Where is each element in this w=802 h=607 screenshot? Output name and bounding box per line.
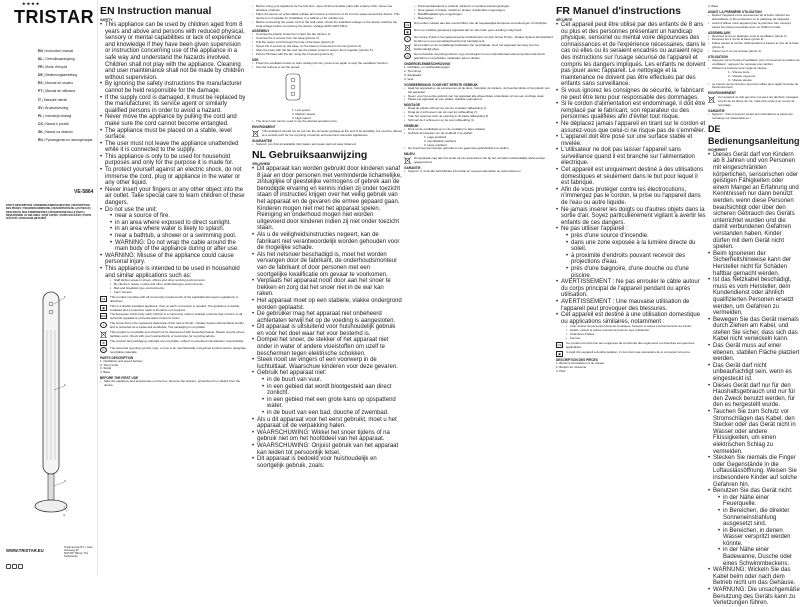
timer-list-nl	[404, 147, 554, 151]
part-item: 4. Base	[100, 370, 111, 375]
list-item: • Bed and breakfast type environments;	[110, 287, 246, 291]
list-item: • Screw the 2 screws on the base, so the base is connected to the fan (picture 4).	[252, 45, 402, 49]
part-item: 3. Stand	[100, 366, 112, 371]
list-item: • Unscrew the plastic screw from under the fan (picture 1).	[252, 33, 402, 37]
ce-block-nl	[404, 22, 554, 28]
language-item[interactable]: EN | Instruction manual	[38, 49, 74, 53]
svg-text:1: 1	[64, 295, 66, 299]
safety-heading: VEILIGHEID	[252, 162, 271, 167]
list-item: • Utilisez les boutons pour régler la vitesse :	[708, 67, 800, 71]
safety-heading: SICHERHEIT	[708, 147, 728, 152]
svg-text:3: 3	[64, 479, 66, 483]
use-list	[252, 62, 402, 70]
env-text: This appliance should not be put into the domestic garbage at the end of its durability, but must be offered at a central point for the recycling of electric and electronic domestic appliances.	[262, 129, 402, 138]
en-column-1	[100, 5, 246, 570]
recycle-icon: ♻	[100, 340, 107, 346]
plastic-text: The product and packaging materials are recyclable, subject to extended manufacturer responsibility.	[110, 338, 244, 343]
list-item: • Neem voor het eerste gebruik van het apparaat alle afneembare onderdelen af met een vochtige doek.	[404, 95, 554, 99]
list-item: • This appliance is only to be used for household purposes and only for the purpose it is made for.	[100, 154, 246, 167]
speed-item: 1. Lage snelheid	[424, 134, 447, 139]
list-item: • Fermes.	[566, 337, 706, 341]
list-item: • Take the appliance and accessories out the box. Remove the stickers, protective foil or plastic from the device.	[100, 380, 246, 388]
double-insulation-icon: ▣	[404, 29, 411, 35]
recycle-block-nl	[404, 53, 554, 61]
safety-list-nl	[252, 166, 402, 377]
list-item: • in an area where exposed to direct sunlight.	[110, 220, 246, 227]
list-item: • Als het netsnoer beschadigd is, moet het worden vervangen door de fabrikant, de onderhoudsmonteur van de fabrikant of door personen met een soortgelijke kwalificatie om gevaar te voorkomen.	[252, 252, 402, 278]
list-item: • Bewegen Sie das Gerät niemals durch Ziehen am Kabel, und stellen Sie sicher, dass sich das Kabel nicht verwickeln kann.	[708, 317, 800, 343]
part-item: 3. Pied	[556, 368, 566, 373]
fr-column	[556, 5, 706, 570]
language-item[interactable]: CS | Návod k použití	[38, 121, 69, 126]
list-item: • Als u de veiligheidsinstructies negeert, kan de fabrikant niet verantwoordelijk worden gehouden voor de mogelijke schade.	[252, 232, 402, 252]
part-item: 1. Oscillatie- en snelheidsknoppen	[404, 65, 450, 70]
list-item: • Place the device on a flat stable surface and ensure a minimum of 10 cm free space around the device. This device is not suitable for installation in a cabinet or for outside use.	[252, 13, 402, 21]
list-item: • Support: you find all available information and spare parts at www.tristar.eu!	[252, 143, 402, 147]
list-item: • Hôtels, motels et autres environnements de type résidentiel ;	[566, 329, 706, 333]
recycle-block	[100, 347, 246, 355]
assembly-heading: MONTAGE	[404, 103, 421, 108]
list-item: • Vissez les 2 vis sur la base (photo 4).	[708, 50, 800, 54]
do-not-use-list-fr	[556, 233, 706, 279]
list-item: • The user must not leave the appliance unattended while it is connected to the supply.	[100, 141, 246, 154]
list-item: • Stecken Sie niemals die Finger oder Gegenstände in die Luftauslassöffnung. Weisen Sie insbesondere Kinder auf solche Gefahren hin.	[708, 455, 800, 488]
use-heading: USE	[252, 57, 259, 62]
ce-mark-icon: CE	[101, 296, 106, 301]
part-item: 2. Timer knob	[100, 362, 119, 367]
weee-text: This product is recyclable and should not be disposed of with household waste. Please recycle where facilities exist. Check with your local authority or local store for recycling advice.	[110, 330, 245, 338]
list-item: • Si le cordon d'alimentation est endommagé, il doit être remplacé par le fabricant, son réparateur ou des personnes qualifiées afin d'éviter tout risque.	[556, 101, 706, 121]
language-item[interactable]: SV | Bruksanvisning	[38, 105, 69, 110]
before-first-use-heading: AVANT LA PREMIÈRE UTILISATION	[708, 9, 762, 14]
speed-item: 1. Low speed	[292, 107, 310, 112]
social-icons	[6, 556, 24, 574]
list-item: • Dévissez la vis en plastique sous le ventilateur (photo 1).	[708, 35, 800, 39]
list-item: • By ignoring the safety instructions the manufacturer cannot be held responsible for the damage.	[100, 81, 246, 94]
part-item: 1. Oscillation and speed buttons	[100, 358, 143, 363]
list-item: • Cet appareil peut être utilisé par des enfants de 8 ans ou plus et des personnes présentant un handicap physique, sensoriel ou mental voire dépourvues des connaissances et de l'expérience nécessaires, dans le cas où elles ou ils seraient encadrés ou auraient reçu des instructions sur l'usage sécurisé de l'appareil et compris les dangers impliqués. Les enfants ne doivent pas jouer avec l'appareil. Le nettoyage et la maintenance ne doivent pas être effectués par des enfants sans surveillance.	[556, 22, 706, 88]
list-item: • dans une zone exposée à la lumière directe du soleil.	[566, 240, 706, 253]
list-item: • WAARSCHUWING: Wikkel het snoer tijdens of na gebruik niet om het hoofddeel van het apparaat.	[252, 430, 402, 443]
list-item: • AVERTISSEMENT : Une mauvaise utilisation de l'appareil peut provoquer des blessures.	[556, 299, 706, 312]
list-item: • Dompel het snoer, de stekker of het apparaat niet onder in water of andere vloeistoffen om uzelf te beschermen tegen elektrische schokken.	[252, 337, 402, 357]
safety-list-fr-cont	[556, 279, 706, 325]
safety-list-cont	[100, 253, 246, 279]
list-item: • Trek het netsnoer door de opening in de basis (afbeelding 3).	[404, 115, 554, 119]
list-item: • Das Gerät darf nicht unbeaufsichtigt sein, wenn es eingesteckt ist.	[708, 363, 800, 383]
svg-text:2: 2	[64, 383, 66, 387]
double-insulation-icon: ▣	[100, 305, 107, 311]
list-item: • Gebruik de knoppen om de snelheid in te stellen:	[404, 132, 554, 136]
cover-panel	[0, 0, 98, 575]
list-item: • Align the base with the fan and use the plastic screw to secure them together (picture 5).	[252, 49, 402, 53]
language-item[interactable]: PL | Instrukcja obsługi	[38, 113, 72, 118]
list-item: • près d'une baignoire, d'une douche ou d'une piscine.	[566, 266, 706, 279]
brand-logo: ★★★★ TRISTAR	[14, 1, 95, 27]
recycle-text: The universal recycling symbol, logo, or icon is an internationally recognized symbol used to designate recyclable materials.	[110, 345, 246, 354]
assembly-list-fr	[708, 35, 800, 55]
list-item: • Personeelskeukens in winkels, kantoren en andere werkomgevingen;	[414, 5, 554, 9]
list-item: • Do not use the unit:	[100, 207, 246, 214]
ce-text: Dit product voldoet aan alle voorschriften van de toepasselijke Europese verordeningen of richtlijnen.	[414, 20, 548, 25]
parts-heading: PARTS DESCRIPTION	[100, 355, 134, 360]
list-item: • Ne pas utiliser l'appareil :	[556, 226, 706, 233]
part-item: 4. Base	[708, 4, 719, 8]
before-list-nl	[404, 87, 554, 103]
list-item: • near a bathtub, a shower or a swimming pool.	[110, 233, 246, 240]
assembly-list-nl	[404, 107, 554, 123]
timer-list-fr	[708, 83, 800, 91]
list-item: • in der Nähe einer Feuerquelle.	[718, 495, 800, 508]
list-item: • Avant d'utiliser votre appareil pour la première fois, essuyez toutes les pièces amovibles avec un chiffon humide.	[708, 22, 800, 30]
control-panel-figure	[282, 72, 318, 102]
instagram-icon[interactable]	[12, 564, 17, 569]
safety-list-nl-cont	[252, 417, 402, 470]
fr-de-column	[708, 4, 800, 607]
speed-item: 2. Medium speed	[292, 111, 316, 116]
list-item: • in Bereichen, die direkter Sonneneinstrahlung ausgesetzt sind.	[718, 508, 800, 528]
before-list	[100, 380, 246, 388]
list-item: • Dit apparaat is uitsluitend voor huishoudelijk gebruik en voor het doel waar het voor bestemd is.	[252, 324, 402, 337]
safety-list-de-cont	[708, 567, 800, 607]
list-item: • Ist das Netzkabel beschädigt, muss es vom Hersteller, dem Kundendienst oder ähnlich qualifizierten Personen ersetzt werden, um Gefahren zu vermeiden.	[708, 277, 800, 317]
similar-uses-list-nl	[404, 5, 554, 21]
list-item: • Before connecting the power cord to the wall outlet, check the indicated voltage on the device matches the local voltage before connecting the device. Voltage 220V-240V 50Hz.	[252, 21, 402, 29]
green-dot-text: Der Grüne Punkt is het gedeponeerde handelsmerk van Der Grüne Punkt – Duales System Deutschland GmbH en is een wereldwijd beschermd handelsmerk.	[414, 34, 553, 43]
before-first-use-heading: BEFORE THE FIRST USE	[100, 376, 139, 381]
do-not-use-list-de	[708, 495, 800, 568]
universal-recycle-icon: ♺	[404, 53, 411, 59]
setup-list	[252, 5, 402, 28]
list-item: • L'utilisateur ne doit pas laisser l'appareil sans surveillance quand il est branché sur l'alimentation électrique.	[556, 147, 706, 167]
ukca-block	[100, 313, 246, 321]
ce-block	[100, 296, 246, 304]
list-item: • Schroef de 2 schroeven op de voet (afbeelding 4).	[404, 119, 554, 123]
similar-uses-list	[100, 279, 246, 295]
language-item[interactable]: SK | Návod na obsluhu	[38, 129, 73, 134]
list-item: • Dévissez les 2 vis de la base (photo 2).	[708, 38, 800, 42]
list-item: • Never insert your fingers or any other object into the air outlet. Take special care to warn children of these dangers.	[100, 187, 246, 207]
weee-bin-icon	[252, 130, 259, 137]
list-item: • Support : Vous trouverez toutes les informations et pièces de rechange sur www.tristar.eu !	[708, 113, 800, 121]
similar-uses-list-fr	[556, 325, 706, 341]
green-dot-text: The Green Dot is the registered trademark of Der Grüne Punkt – Duales System Deutschland GmbH and is protected as a trademark worldwide. The packaging is recyclable.	[110, 321, 244, 330]
list-item: • in an area where water is likely to splash.	[110, 226, 246, 233]
guarantee-heading: GARANTIE	[708, 109, 725, 114]
list-item: • à proximité d'endroits pouvant recevoir des projections d'eau.	[566, 253, 706, 266]
youtube-icon[interactable]	[18, 564, 23, 569]
use-heading: GEBRUIK	[404, 123, 419, 128]
class2-text: This is a double insulated appliance, thus no earth connection is needed. The appliance is double-insulated and a protective earth is therefore not required.	[110, 303, 241, 312]
list-item: • Haal het apparaat en de accessoires uit de doos. Verwijder de stickers, de beschermfolie of het plastic van het apparaat.	[404, 87, 554, 95]
class2-block-fr	[556, 351, 706, 357]
universal-recycle-icon: ♺	[100, 347, 107, 353]
before-first-use-heading: VOORBEREIDING VOOR HET EERSTE GEBRUIK	[404, 82, 478, 87]
safety-heading: SÉCURITÉ	[556, 18, 573, 22]
section-title-en: EN Instruction manual	[100, 5, 212, 17]
do-not-use-list	[100, 213, 246, 253]
parts-description-multilang: PARTS DESCRIPTION | ONDERDELENBESCHRIJVING | DESCRIPTION DES PIÈCES | TEILEBESCHREIBUNG | DESCRIPCIÓN DE LAS PIEZAS | DESCRIÇÃO DOS COMPONENTES | DESCRIZIONE DELLE PARTI | BESKRIVNING AV DELARNA | OPIS CZĘŚCI | POPIS SOUČÁSTÍ | POPIS SÚČASTÍ | ОПИСАНИЕ ДЕТАЛЕЙ	[6, 204, 92, 221]
eac-mark-icon: EAC	[101, 314, 108, 319]
list-item: • Retirez l'appareil et les accessoires de la boîte. Retirez les autocollants, le film protecteur ou le plastique de l'appareil.	[708, 14, 800, 22]
list-item: • Bed&Breakfast-type omgevingen;	[414, 13, 554, 17]
safety-list-fr	[556, 22, 706, 233]
list-item: • WARNING: Misuse of the appliance could cause personal injury.	[100, 253, 246, 266]
weee-block-nl	[404, 44, 554, 52]
model-number: VE-5864	[74, 189, 94, 195]
list-item: • Verplaats het apparaat nooit door aan het snoer te trekken en zorg dat het snoer niet in de war kan raken.	[252, 278, 402, 298]
class2-text: Il s'agit d'un appareil à double isolation, il n'est donc pas nécessaire de le connecter à la terre.	[566, 349, 691, 354]
list-item: • WARNUNG: Wickeln Sie das Kabel beim oder nach dem Betrieb nicht um das Gehäuse.	[708, 567, 800, 587]
list-item: • Use the buttons to set the speed:	[252, 66, 402, 70]
speed-item: 2. Gemiddelde snelheid	[424, 138, 456, 143]
language-item[interactable]: ES | Manual de usuario	[38, 81, 74, 86]
guarantee-list	[252, 143, 402, 147]
list-item: • Before using your appliance for the first time, wipe off all removable parts with a damp cloth. Never use abrasive products.	[252, 5, 402, 13]
green-dot-block-nl	[404, 36, 554, 44]
list-item: • Ne jamais insérer les doigts ou d'autres objets dans la sortie d'air. Soyez particulièrement vigilant à avertir les enfants de ces dangers.	[556, 207, 706, 227]
logo-stars-icon: ★★★★	[22, 1, 41, 6]
assembly-heading: ASSEMBLAGE	[708, 30, 731, 35]
website-link[interactable]: WWW.TRISTAR.EU	[6, 548, 44, 553]
list-item: • This appliance is intended to be used in household and similar applications such as:	[100, 266, 246, 279]
list-item: • Druk op de oscillatieknop om de ventilator te laten draaien.	[404, 128, 554, 132]
language-item[interactable]: NL | Gebruiksaanwijzing	[38, 57, 75, 62]
svg-text:4: 4	[63, 513, 65, 517]
list-item: • near a source of fire.	[110, 213, 246, 220]
assembly-list	[252, 33, 402, 56]
part-item: 4. Voet	[404, 76, 414, 81]
list-item: • Draai de 2 schroeven van de voet los (afbeelding 2).	[404, 111, 554, 115]
weee-text: Het product en de verpakkingsmaterialen zijn recyclebaar. Gooi het apparaat niet weg met het huishoudelijk afval.	[414, 43, 539, 52]
list-item: • Dieses Gerät darf nur für den Haushaltsgebrauch und nur für den Zweck benutzt werden, für den es hergestellt wurde.	[708, 383, 800, 409]
timer-list	[252, 120, 402, 124]
weee-block	[100, 331, 246, 339]
weee-bin-icon	[100, 331, 107, 338]
green-dot-icon: ◐	[100, 322, 107, 328]
facebook-icon[interactable]	[6, 564, 11, 569]
parts-heading: ONDERDELENBESCHRIJVING	[404, 62, 451, 67]
list-item: • Draai de plastic schroef los van de ventilator (afbeelding 1).	[404, 107, 554, 111]
part-item: 2. Bouton de minuterie	[556, 364, 587, 369]
before-list-fr	[708, 14, 800, 30]
part-item: 3. Standaard	[404, 72, 422, 77]
environment-heading: MILIEU	[404, 152, 415, 157]
ce-text: This product complies with all community requirements of the applicable European regulations or directives.	[110, 294, 239, 303]
env-text: Cet appareil ne doit pas être mis avec les déchets ménagers à la fin de sa durée de vie, mais être remis à un centre de recyclage.	[718, 95, 799, 108]
list-item: • WARNUNG: Die unsachgemäße Benutzung des Geräts kann zu Verletzungen führen.	[708, 587, 800, 607]
list-item: • L'appareil doit être posé sur une surface stable et nivelée.	[556, 134, 706, 147]
list-item: • To protect yourself against an electric shock, do not immerse the cord, plug or appliance in the water or any other liquid.	[100, 167, 246, 187]
section-title-nl: NL Gebruiksaanwijzing	[252, 149, 368, 162]
list-item: • Steek nooit uw vingers of een voorwerp in de luchtuitlaat. Waarschuw kinderen voor deze gevaren.	[252, 357, 402, 370]
section-title-de: DE Bedienungsanleitung	[708, 123, 800, 146]
language-item[interactable]: DE | Bedienungsanleitung	[38, 73, 78, 78]
list-item: • The appliance must be placed on a stable, level surface.	[100, 128, 246, 141]
list-item: • Faites passer le cordon d'alimentation à travers le trou de la base (photo 3).	[708, 42, 800, 50]
tower-fan-illustration	[34, 290, 68, 518]
list-item: • in de buurt van vuur.	[262, 377, 402, 384]
list-item: • The timer knob can be used to set the desired operation time.	[252, 120, 402, 124]
company-address: Tristar Europe B.V. | Jules Verneweg 87 5015 BH Tilburg | The Netherlands	[64, 546, 93, 558]
list-item: • Chambres d'hôtes ;	[566, 333, 706, 337]
guarantee-heading: GUARANTEE	[252, 139, 273, 144]
list-item: • WAARSCHUWING: Onjuist gebruik van het apparaat kan leiden tot persoonlijk letsel.	[252, 443, 402, 456]
double-insulation-icon: ▣	[556, 351, 563, 357]
language-list	[38, 47, 96, 144]
speed-item: 3. Hoge snelheid	[424, 142, 447, 147]
list-item: • Tauchen Sie zum Schutz vor Stromschlägen das Kabel, den Stecker oder das Gerät nicht in Wasser oder andere Flüssigkeiten, um einen elektrischen Schlag zu vermeiden.	[708, 409, 800, 455]
recycle-text: Het universele recyclingsymbool, logo of pictogram is een internationaal erkend symbool dat wordt gebruikt om recyclebare materialen aan te duiden.	[414, 52, 545, 61]
ce-mark-icon: CE	[557, 342, 562, 347]
list-item: • Als u dit apparaat voor het eerst gebruikt, moet u het apparaat uit de verpakking halen.	[252, 417, 402, 430]
speed-item: 2 - Vitesse moyenne	[728, 73, 756, 78]
list-item: • in een gebied dat wordt blootgesteld aan direct zonlicht.	[262, 384, 402, 397]
list-item: • Support: U vindt alle beschikbare informatie en reserveonderdelen op www.tristar.eu!	[404, 170, 554, 174]
list-item: • Staff kitchen areas in shops, offices and other working environments;	[110, 279, 246, 283]
list-item: • Cet appareil est uniquement destiné à des utilisations domestiques et seulement dans le but pour lequel il est fabriqué.	[556, 167, 706, 187]
green-dot-icon: ◐	[404, 36, 411, 42]
guarantee-heading: GARANTIE	[404, 166, 421, 171]
list-item: • Cet appareil est destiné à une utilisation domestique ou applications similaires, notamment :	[556, 312, 706, 325]
env-block	[252, 130, 402, 138]
parts-heading: DESCRIPTION DES PIÈCES	[556, 357, 598, 362]
env-text: Dit apparaat mag aan het einde van de levensduur niet bij het normale huishoudelijke afval worden gedeponeerd.	[414, 156, 546, 165]
list-item: • Dit apparaat kan worden gebruikt door kinderen vanaf 8 jaar en door personen met verminderde lichamelijke, zintuiglijke of geestelijke vermogens of gebrek aan de benodigde ervaring en kennis indien zij onder toezicht staan of instructies krijgen over het veilig gebruik van het apparaat en de gevaren die ermee gepaard gaan. Kinderen mogen niet met het apparaat spelen. Reiniging en onderhoud mogen niet worden uitgevoerd door kinderen indien zij niet onder toezicht staan.	[252, 166, 402, 232]
ce-mark-icon: CE	[405, 22, 410, 27]
list-item: • in een gebied met een grote kans op opspattend water.	[262, 397, 402, 410]
list-item: • De timerknop kan worden gebruikt om de gewenste gebruikstijd in te stellen.	[404, 147, 554, 151]
list-item: • Pull the power cord through the hole of the base (picture 3).	[252, 41, 402, 45]
list-item: • Dit apparaat is bedoeld voor huishoudelijk en soortgelijk gebruik, zoals:	[252, 456, 402, 469]
list-item: • in Bereichen, in denen Wasser verspritzt werden könnte.	[718, 528, 800, 548]
list-item: • Farm houses.	[110, 291, 246, 295]
ukca-text: The European Conformity mark (UKCA) is a conformity mark to indicate products that conform to all technical regulations of the Eurasian Customs Union.	[110, 312, 243, 321]
assembly-heading: ASSEMBLY	[252, 29, 270, 34]
ce-text: Ce produit est conforme aux exigences de conformité des règlements ou directives européennes applicables.	[566, 340, 695, 349]
list-item: • Picture #5 base with the fan using the 2 screws (picture 6).	[252, 53, 402, 57]
class2-block-nl	[404, 29, 554, 35]
list-item: • Coin cuisine du personnel dans les boutiques, bureaux et autres environnements de travail ;	[566, 325, 706, 329]
list-item: • près d'une source d'incendie.	[566, 233, 706, 240]
language-item[interactable]: PT | Manual de utilizador	[38, 89, 76, 94]
language-item[interactable]: RU | Руководство по эксплуатации	[38, 138, 93, 143]
language-item[interactable]: IT | Manuale utente	[38, 97, 68, 102]
list-item: • in der Nähe einer Badewanne, Dusche oder eines Schwimmbeckens.	[718, 547, 800, 567]
speed-item: 1 - Vitesse lente	[728, 69, 750, 74]
list-item: • Never move the appliance by pulling the cord and make sure the cord cannot become entangled.	[100, 114, 246, 127]
list-item: • By clients in hotels, motels and other residential type environments;	[110, 283, 246, 287]
speed-item: 3 - Vitesse élevée	[728, 77, 752, 82]
list-item: • in de buurt van een bad, douche of zwembad.	[262, 410, 402, 417]
weee-bin-icon	[404, 157, 411, 164]
language-item[interactable]: FR | Mode d'emploi	[38, 65, 68, 70]
class2-text: Dit is een dubbel geïsoleerd apparaat dat om die reden geen aarding nodig heeft.	[414, 27, 523, 32]
part-item: 1. Boutons d'oscillation et de vitesse	[556, 360, 605, 365]
guarantee-list-nl	[404, 170, 554, 174]
list-item: • Door gasten in hotels, motels en andere residentiële omgevingen;	[414, 9, 554, 13]
list-item: • Le bouton de la minuterie peut être utilisé pour régler la durée de fonctionnement.	[708, 83, 800, 91]
list-item: • This appliance can be used by children aged from 8 years and above and persons with reduced physical, sensory or mental capabilities or lack of experience and knowledge if they have been given supervision or instruction concerning use of the appliance in a safe way and understand the hazards involved. Children shall not play with the appliance. Cleaning and user maintenance shall not be made by children without supervision.	[100, 22, 246, 81]
list-item: • De gebruiker mag het apparaat niet onbeheerd achterlaten terwijl het op de voeding is aangesloten.	[252, 311, 402, 324]
list-item: • Press the oscillation button to start rotating the fan; press once again to stop the oscillation function.	[252, 62, 402, 66]
list-item: • Ne déplacez jamais l'appareil en tirant sur le cordon et assurez-vous que celui-ci ne risque pas de s'emmêler.	[556, 121, 706, 134]
nl-column	[404, 5, 554, 570]
en-column-2	[252, 5, 402, 570]
list-item: • WARNING: Do not wrap the cable around the main body of the appliance during or after use.	[110, 240, 246, 253]
list-item: • Boerderijen.	[414, 17, 554, 21]
ce-block-fr	[556, 342, 706, 350]
section-title-fr: FR Manuel d'instructions	[556, 5, 682, 17]
use-list-nl	[404, 128, 554, 136]
list-item: • AVERTISSEMENT : Ne pas enrouler le câble autour du corps principal de l'appareil pendant ou après utilisation.	[556, 279, 706, 299]
use-list-fr	[708, 59, 800, 71]
list-item: • If the supply cord is damaged, it must be replaced by the manufacturer, its service agent or similarly qualified persons in order to avoid a hazard.	[100, 95, 246, 115]
list-item: • Gebruik het apparaat niet:	[252, 370, 402, 377]
do-not-use-list-nl	[252, 377, 402, 417]
env-block-nl	[404, 157, 554, 165]
guarantee-list-fr	[708, 113, 800, 121]
list-item: • Das Gerät muss auf einer ebenen, stabilen Fläche platziert werden.	[708, 343, 800, 363]
list-item: • Plaats het apparaat op een vlakke, stabiele ondergrond.	[404, 98, 554, 102]
environment-heading: ENVIRONNEMENT	[708, 91, 736, 96]
list-item: • Beim Ignorieren der Sicherheitshinweise kann der Hersteller nicht für Schäden haftbar gemacht werden.	[708, 251, 800, 277]
list-item: • Het apparaat moet op een stabiele, vlakke ondergrond worden geplaatst.	[252, 298, 402, 311]
environment-heading: ENVIRONMENT	[252, 125, 276, 130]
speed-item: 3. High speed	[292, 115, 311, 120]
part-item: 2. Timerknop	[404, 68, 422, 73]
list-item: • Benutzen Sie das Gerät nicht:	[708, 488, 800, 495]
list-item: • Si vous ignorez les consignes de sécurité, le fabricant ne peut être tenu pour responsable des dommages.	[556, 88, 706, 101]
use-heading: UTILISATION	[708, 55, 728, 60]
list-item: • Unscrew the 2 screws from the base (picture 2).	[252, 37, 402, 41]
green-dot-block	[100, 322, 246, 330]
list-item: • Dieses Gerät darf von Kindern ab 8 Jahren und von Personen mit eingeschränkten körperlichen, sensorischen oder geistigen Fähigkeiten oder einem Mangel an Erfahrung und Kenntnissen nur dann benutzt werden, wenn diese Personen beaufsichtigt oder über den sicheren Gebrauch des Geräts unterrichtet wurden und die damit verbundenen Gefahren verstanden haben. Kinder dürfen mit dem Gerät nicht spielen.	[708, 152, 800, 251]
weee-bin-icon	[708, 96, 715, 103]
list-item: • Appuyez sur le bouton d'oscillation pour commencer la rotation du ventilateur ; appuyez de nouveau pour arrêter.	[708, 59, 800, 67]
plastic-block	[100, 340, 246, 346]
safety-list	[100, 22, 246, 213]
safety-list-de	[708, 152, 800, 495]
list-item: • Afin de vous protéger contre les électrocutions, n'immergez pas le cordon, la prise ou l'appareil dans de l'eau ou autre liquide.	[556, 187, 706, 207]
weee-bin-icon	[404, 44, 411, 51]
safety-heading: SAFETY	[100, 18, 113, 22]
class2-block	[100, 305, 246, 313]
env-block-fr	[708, 96, 800, 108]
